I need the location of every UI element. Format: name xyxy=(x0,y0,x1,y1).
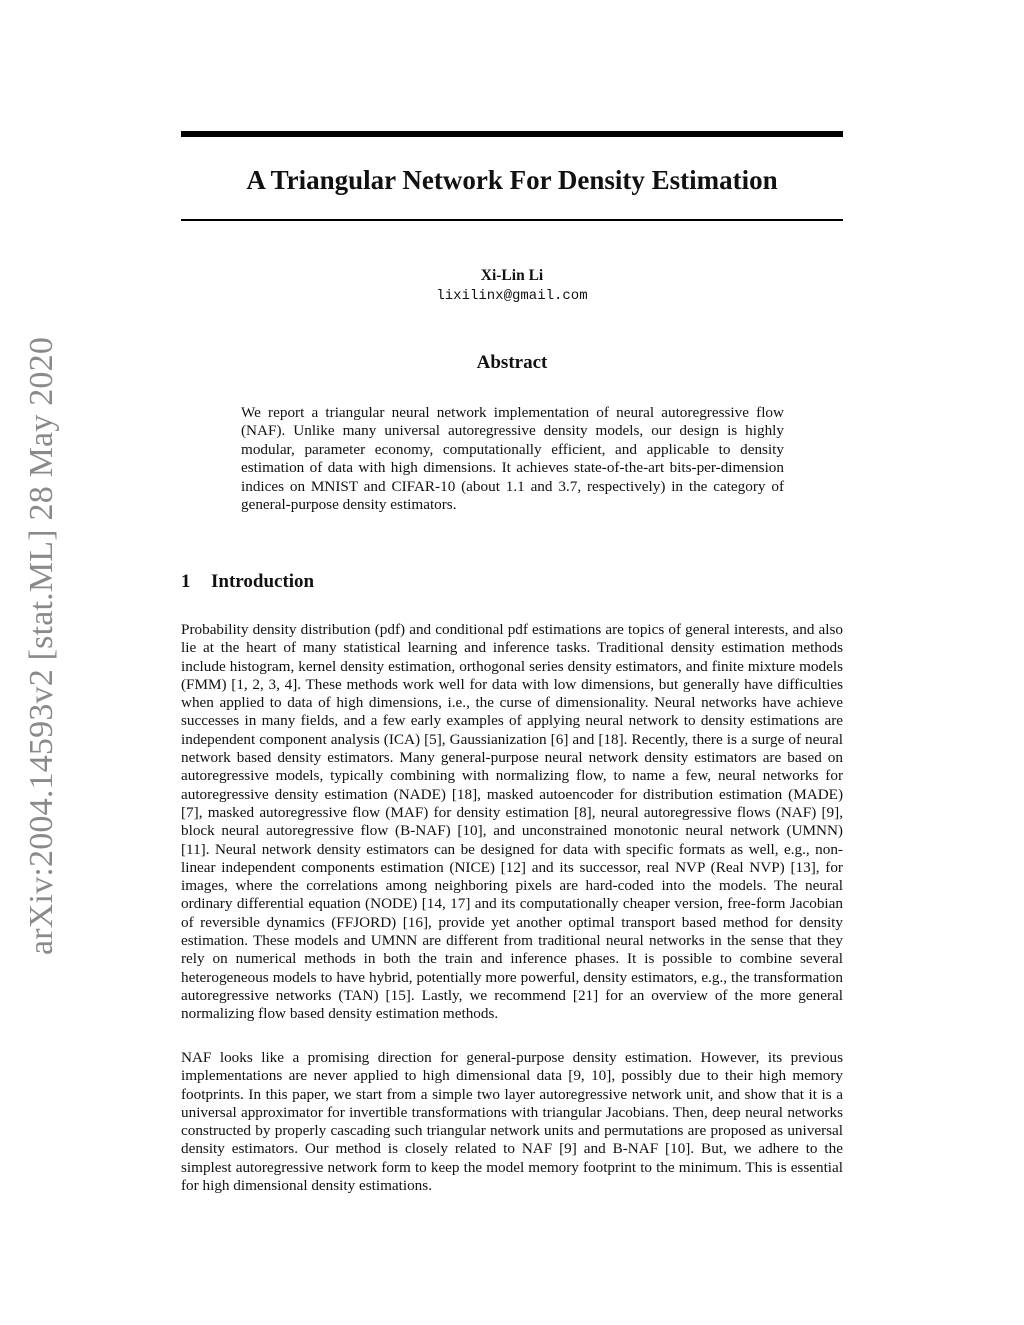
title-top-rule xyxy=(181,131,843,137)
arxiv-identifier-stamp: arXiv:2004.14593v2 [stat.ML] 28 May 2020 xyxy=(23,336,60,956)
abstract-text: We report a triangular neural network implementation of neural autoregressive flow (NAF). Unlike many universal autoregressive density models, our design is highly modular, parameter economy, computationally efficient, and applicable to density estimation of data with high dimensions. It achieves state-of-the-art bits-per-dimension indices on MNIST and CIFAR-10 (about 1.1 and 3.7, respectively) in the category of general-purpose density estimators. xyxy=(241,404,784,514)
author-block xyxy=(181,266,843,306)
section-number: 1 xyxy=(181,571,191,592)
section-title: Introduction xyxy=(211,571,315,592)
section-heading-introduction xyxy=(181,570,843,594)
intro-paragraph-2: NAF looks like a promising direction for general-purpose density estimation. However, its previous implementations are never applied to high dimensional data [9, 10], possibly due to their high memory footprints. In this paper, we start from a simple two layer autoregressive network unit, and show that it is a universal approximator for invertible transformations with triangular Jacobians. Then, deep neural networks constructed by properly cascading such triangular network units and permutations are proposed as universal density estimators. Our method is closely related to NAF [9] and B-NAF [10]. But, we adhere to the simplest autoregressive network form to keep the model memory footprint to the minimum. This is essential for high dimensional density estimations. xyxy=(181,1049,843,1195)
intro-paragraph-1: Probability density distribution (pdf) and conditional pdf estimations are topics of general interests, and also lie at the heart of many statistical learning and inference tasks. Traditional density estimation methods include histogram, kernel density estimation, orthogonal series density estimators, and finite mixture models (FMM) [1, 2, 3, 4]. These methods work well for data with low dimensions, but generally have difficulties when applied to data of high dimensions, i.e., the curse of dimensionality. Neural networks have achieve successes in many fields, and a few early examples of applying neural network to density estimations are independent component analysis (ICA) [5], Gaussianization [6] and [18]. Recently, there is a surge of neural network based density estimators. Many general-purpose neural network density estimators are based on autoregressive models, typically combining with normalizing flow, to name a few, neural networks for autoregressive density estimation (NADE) [18], masked autoencoder for distribution estimation (MADE) [7], masked autoregressive flow (MAF) for density estimation [8], neural autoregressive flows (NAF) [9], block neural autoregressive flow (B-NAF) [10], and unconstrained monotonic neural network (UMNN) [11]. Neural network density estimators can be designed for data with specific formats as well, e.g., non-linear independent components estimation (NICE) [12] and its successor, real NVP (Real NVP) [13], for images, where the correlations among neighboring pixels are hard-coded into the models. The neural ordinary differential equation (NODE) [14, 17] and its computationally cheaper version, free-form Jacobian of reversible dynamics (FFJORD) [16], provide yet another optimal transport based method for density estimation. These models and UMNN are different from traditional neural networks in the sense that they rely on numerical methods in both the train and inference phases. It is possible to combine several heterogeneous models to have hybrid, potentially more powerful, density estimators, e.g., the transformation autoregressive networks (TAN) [15]. Lastly, we recommend [21] for an overview of the more general normalizing flow based density estimation methods. xyxy=(181,621,843,1023)
title-bottom-rule xyxy=(181,219,843,221)
abstract-heading: Abstract xyxy=(476,352,548,373)
author-email: lixilinx@gmail.com xyxy=(436,288,588,304)
paper-title: A Triangular Network For Density Estimation xyxy=(246,165,778,195)
author-name: Xi-Lin Li xyxy=(480,267,544,284)
